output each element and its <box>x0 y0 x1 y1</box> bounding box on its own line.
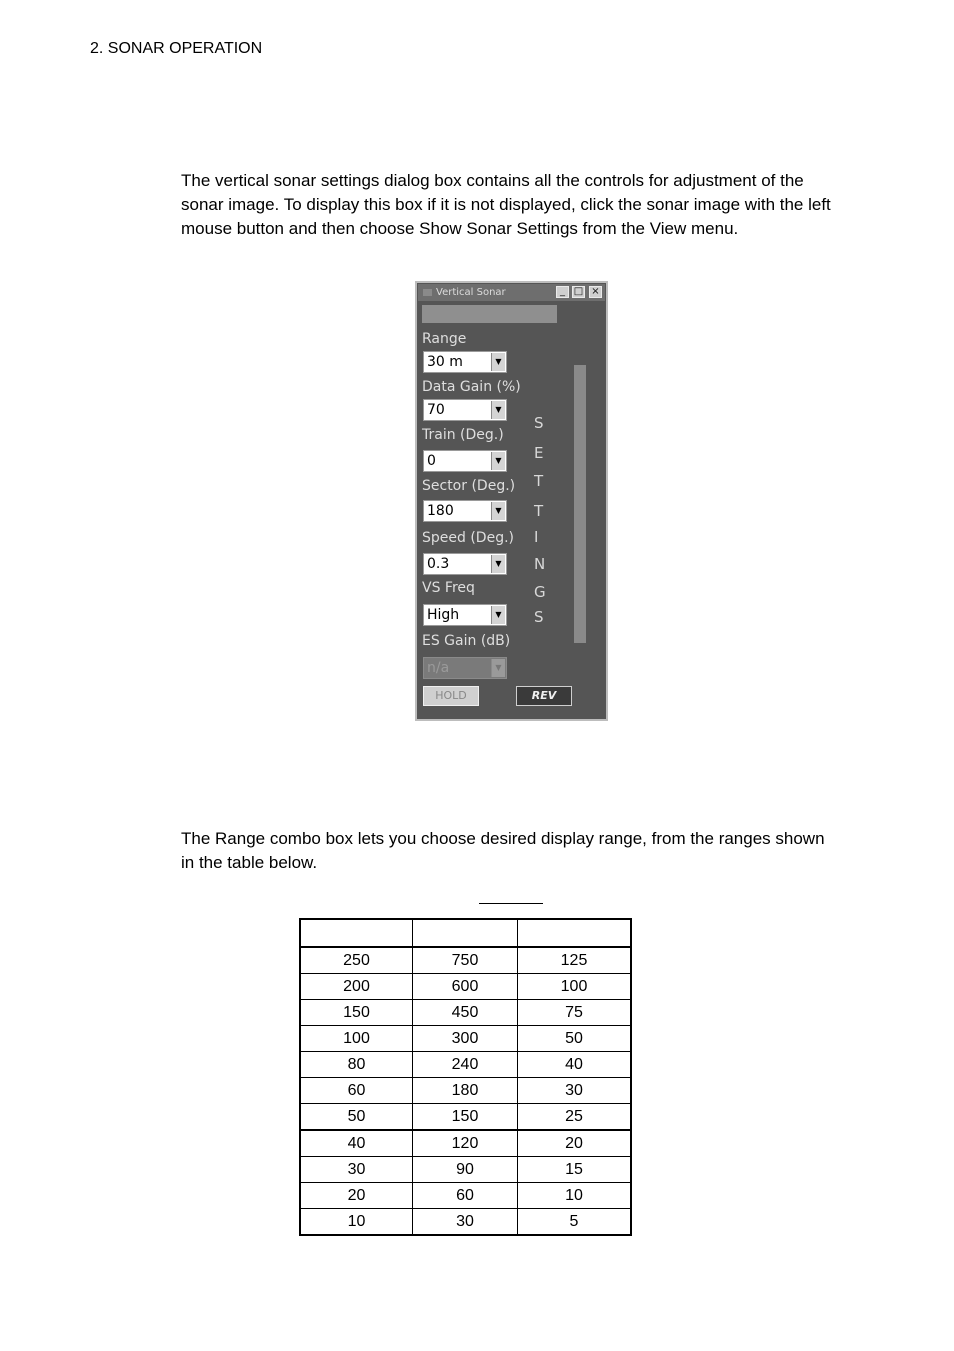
dialog-title: Vertical Sonar <box>436 287 506 298</box>
sector-value: 180 <box>427 503 454 519</box>
table-row <box>300 1000 631 1026</box>
table-cell: 30 <box>413 1209 518 1236</box>
table-cell: 750 <box>413 947 518 974</box>
table-cell: 15 <box>518 1157 632 1183</box>
table-cell: 40 <box>518 1052 632 1078</box>
table-cell: 80 <box>300 1052 413 1078</box>
es-gain-label: ES Gain (dB) <box>422 633 511 649</box>
table-row <box>300 947 631 974</box>
settings-tab-letter[interactable]: T <box>534 472 544 490</box>
sector-label: Sector (Deg.) <box>422 478 516 494</box>
es-gain-value: n/a <box>427 660 450 676</box>
table-row <box>300 1209 631 1236</box>
table-cell: 10 <box>518 1183 632 1209</box>
table-row <box>300 1052 631 1078</box>
table-row <box>300 1078 631 1104</box>
table-cell: 450 <box>413 1000 518 1026</box>
table-cell: 5 <box>518 1209 632 1236</box>
vs-freq-combo[interactable] <box>423 604 507 626</box>
train-label: Train (Deg.) <box>422 427 504 443</box>
table-cell: 200 <box>300 974 413 1000</box>
range-value: 30 m <box>427 354 463 370</box>
chevron-down-icon: ▼ <box>491 659 505 677</box>
vs-freq-value: High <box>427 607 460 623</box>
settings-tab-letter[interactable]: S <box>534 608 544 626</box>
table-caption-underline <box>479 903 543 904</box>
table-cell: 300 <box>413 1026 518 1052</box>
table-row <box>300 1157 631 1183</box>
table-cell: 40 <box>300 1130 413 1157</box>
rev-button[interactable]: REV <box>516 686 572 706</box>
dialog-titlebar[interactable] <box>418 284 605 301</box>
intro-paragraph: The vertical sonar settings dialog box contains all the controls for adjustment of the sonar image. To display this box if it is not displayed, click the sonar image with the left mouse button and then choose Show Sonar Settings from the View menu. <box>181 171 831 238</box>
table-cell: 60 <box>300 1078 413 1104</box>
table-row <box>300 1104 631 1131</box>
table-cell: 125 <box>518 947 632 974</box>
table-cell: 10 <box>300 1209 413 1236</box>
chevron-down-icon[interactable]: ▼ <box>491 606 505 624</box>
table-cell: 100 <box>518 974 632 1000</box>
table-cell: 50 <box>300 1104 413 1131</box>
table-row <box>300 1183 631 1209</box>
table-cell: 180 <box>413 1078 518 1104</box>
vertical-sonar-dialog <box>415 281 608 721</box>
settings-tab-letter[interactable]: S <box>534 414 544 432</box>
data-gain-label: Data Gain (%) <box>422 379 521 395</box>
table-header-cell <box>518 919 632 947</box>
status-bar <box>422 305 557 323</box>
table-cell: 25 <box>518 1104 632 1131</box>
table-cell: 50 <box>518 1026 632 1052</box>
table-cell: 250 <box>300 947 413 974</box>
settings-tab-letter[interactable]: N <box>534 555 546 573</box>
speed-combo[interactable] <box>423 553 507 575</box>
table-header-cell <box>413 919 518 947</box>
table-cell: 150 <box>413 1104 518 1131</box>
table-header-row <box>300 919 631 947</box>
table-row <box>300 1026 631 1052</box>
train-combo[interactable] <box>423 450 507 472</box>
table-cell: 75 <box>518 1000 632 1026</box>
minimize-button[interactable]: _ <box>556 286 569 298</box>
table-cell: 120 <box>413 1130 518 1157</box>
settings-tab-letter[interactable]: I <box>534 528 539 546</box>
settings-tab-letter[interactable]: T <box>534 502 544 520</box>
settings-tab-letter[interactable]: G <box>534 583 546 601</box>
table-cell: 100 <box>300 1026 413 1052</box>
maximize-button[interactable]: □ <box>573 286 584 297</box>
table-cell: 240 <box>413 1052 518 1078</box>
chevron-down-icon[interactable]: ▼ <box>491 452 505 470</box>
chevron-down-icon[interactable]: ▼ <box>491 353 505 371</box>
speed-value: 0.3 <box>427 556 450 572</box>
table-cell: 30 <box>518 1078 632 1104</box>
table-cell: 150 <box>300 1000 413 1026</box>
chevron-down-icon[interactable]: ▼ <box>491 555 505 573</box>
es-gain-combo <box>423 657 507 679</box>
table-cell: 90 <box>413 1157 518 1183</box>
chevron-down-icon[interactable]: ▼ <box>491 401 505 419</box>
chevron-down-icon[interactable]: ▼ <box>491 502 505 520</box>
vs-freq-label: VS Freq <box>422 580 475 596</box>
section-header: 2. SONAR OPERATION <box>90 40 263 57</box>
table-header-cell <box>300 919 413 947</box>
table-cell: 600 <box>413 974 518 1000</box>
range-table <box>299 918 632 1236</box>
range-combo[interactable] <box>423 351 507 373</box>
data-gain-value: 70 <box>427 402 445 418</box>
table-row <box>300 1130 631 1157</box>
data-gain-combo[interactable] <box>423 399 507 421</box>
speed-label: Speed (Deg.) <box>422 530 514 546</box>
range-label: Range <box>422 331 467 347</box>
table-cell: 60 <box>413 1183 518 1209</box>
hold-button[interactable]: HOLD <box>423 686 479 706</box>
sector-combo[interactable] <box>423 500 507 522</box>
settings-tab-letter[interactable]: E <box>534 444 544 462</box>
range-paragraph: The Range combo box lets you choose desired display range, from the ranges shown in the table below. <box>181 829 825 872</box>
table-row <box>300 974 631 1000</box>
close-button[interactable]: × <box>589 286 602 298</box>
vertical-scrollbar[interactable] <box>574 365 586 643</box>
table-cell: 30 <box>300 1157 413 1183</box>
train-value: 0 <box>427 453 436 469</box>
table-cell: 20 <box>300 1183 413 1209</box>
table-cell: 20 <box>518 1130 632 1157</box>
app-icon <box>423 289 432 296</box>
